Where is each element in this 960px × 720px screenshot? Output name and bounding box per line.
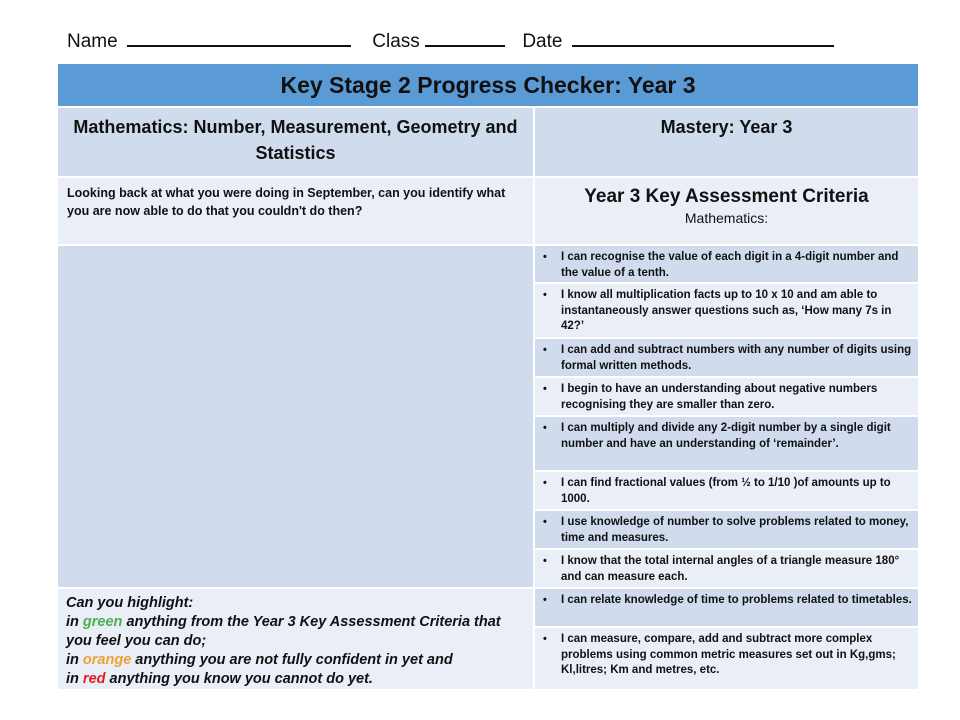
bullet-icon: •: [543, 344, 547, 356]
orange-word: orange: [82, 652, 132, 668]
bullet-icon: •: [543, 383, 547, 395]
name-label: Name: [67, 31, 118, 52]
highlight-intro: Can you highlight:: [66, 595, 194, 611]
highlight-red-line: in red anything you know you cannot do yet.: [66, 671, 373, 687]
name-blank[interactable]: [127, 28, 351, 47]
reflection-answer-area[interactable]: [57, 245, 534, 588]
bullet-icon: •: [543, 594, 547, 606]
green-word: green: [82, 614, 123, 630]
page-title: Key Stage 2 Progress Checker: Year 3: [57, 63, 919, 107]
criteria-title: Year 3 Key Assessment Criteria: [584, 186, 869, 207]
subject-header: Mathematics: Number, Measurement, Geometry and Statistics: [57, 107, 534, 177]
criterion-item: • I can measure, compare, add and subtract more complex problems using common metric measures set out in Kg,gms; Kl,litres; Km and metres, etc.: [534, 627, 919, 690]
progress-table: [56, 62, 920, 691]
class-blank[interactable]: [425, 28, 505, 47]
reflection-question: Looking back at what you were doing in September, can you identify what you are now able to do that you couldn't do then?: [57, 177, 534, 245]
criterion-item: • I use knowledge of number to solve problems related to money, time and measures.: [534, 510, 919, 549]
bullet-icon: •: [543, 251, 547, 263]
criterion-item: • I can relate knowledge of time to problems related to timetables.: [534, 588, 919, 627]
highlight-orange-line: in orange anything you are not fully confident in yet and: [66, 652, 453, 668]
student-info-line: [67, 28, 867, 54]
criterion-item: • I know all multiplication facts up to 10 x 10 and am able to instantaneously answer questions such as, ‘How many 7s in 42?’: [534, 283, 919, 338]
date-blank[interactable]: [572, 28, 834, 47]
bullet-icon: •: [543, 422, 547, 434]
bullet-icon: •: [543, 477, 547, 489]
highlight-instructions: [57, 588, 534, 690]
bullet-icon: •: [543, 555, 547, 567]
bullet-icon: •: [543, 289, 547, 301]
red-word: red: [82, 671, 106, 687]
class-label: Class: [372, 31, 420, 52]
criteria-subtitle: Mathematics:: [684, 210, 769, 226]
bullet-icon: •: [543, 516, 547, 528]
criteria-header: [534, 177, 919, 245]
criterion-item: • I can recognise the value of each digit in a 4-digit number and the value of a tenth.: [534, 245, 919, 283]
criterion-item: • I can add and subtract numbers with any number of digits using formal written methods.: [534, 338, 919, 377]
criterion-item: • I know that the total internal angles of a triangle measure 180° and can measure each.: [534, 549, 919, 588]
criterion-item: • I begin to have an understanding about negative numbers recognising they are smaller than zero.: [534, 377, 919, 416]
criterion-item: • I can find fractional values (from ½ to 1/10 )of amounts up to 1000.: [534, 471, 919, 510]
date-label: Date: [522, 31, 563, 52]
highlight-green-line: in green anything from the Year 3 Key Assessment Criteria that you feel you can do;: [66, 614, 501, 649]
mastery-header: Mastery: Year 3: [534, 107, 919, 177]
criterion-item: • I can multiply and divide any 2-digit number by a single digit number and have an understanding of ‘remainder’.: [534, 416, 919, 471]
bullet-icon: •: [543, 633, 547, 645]
